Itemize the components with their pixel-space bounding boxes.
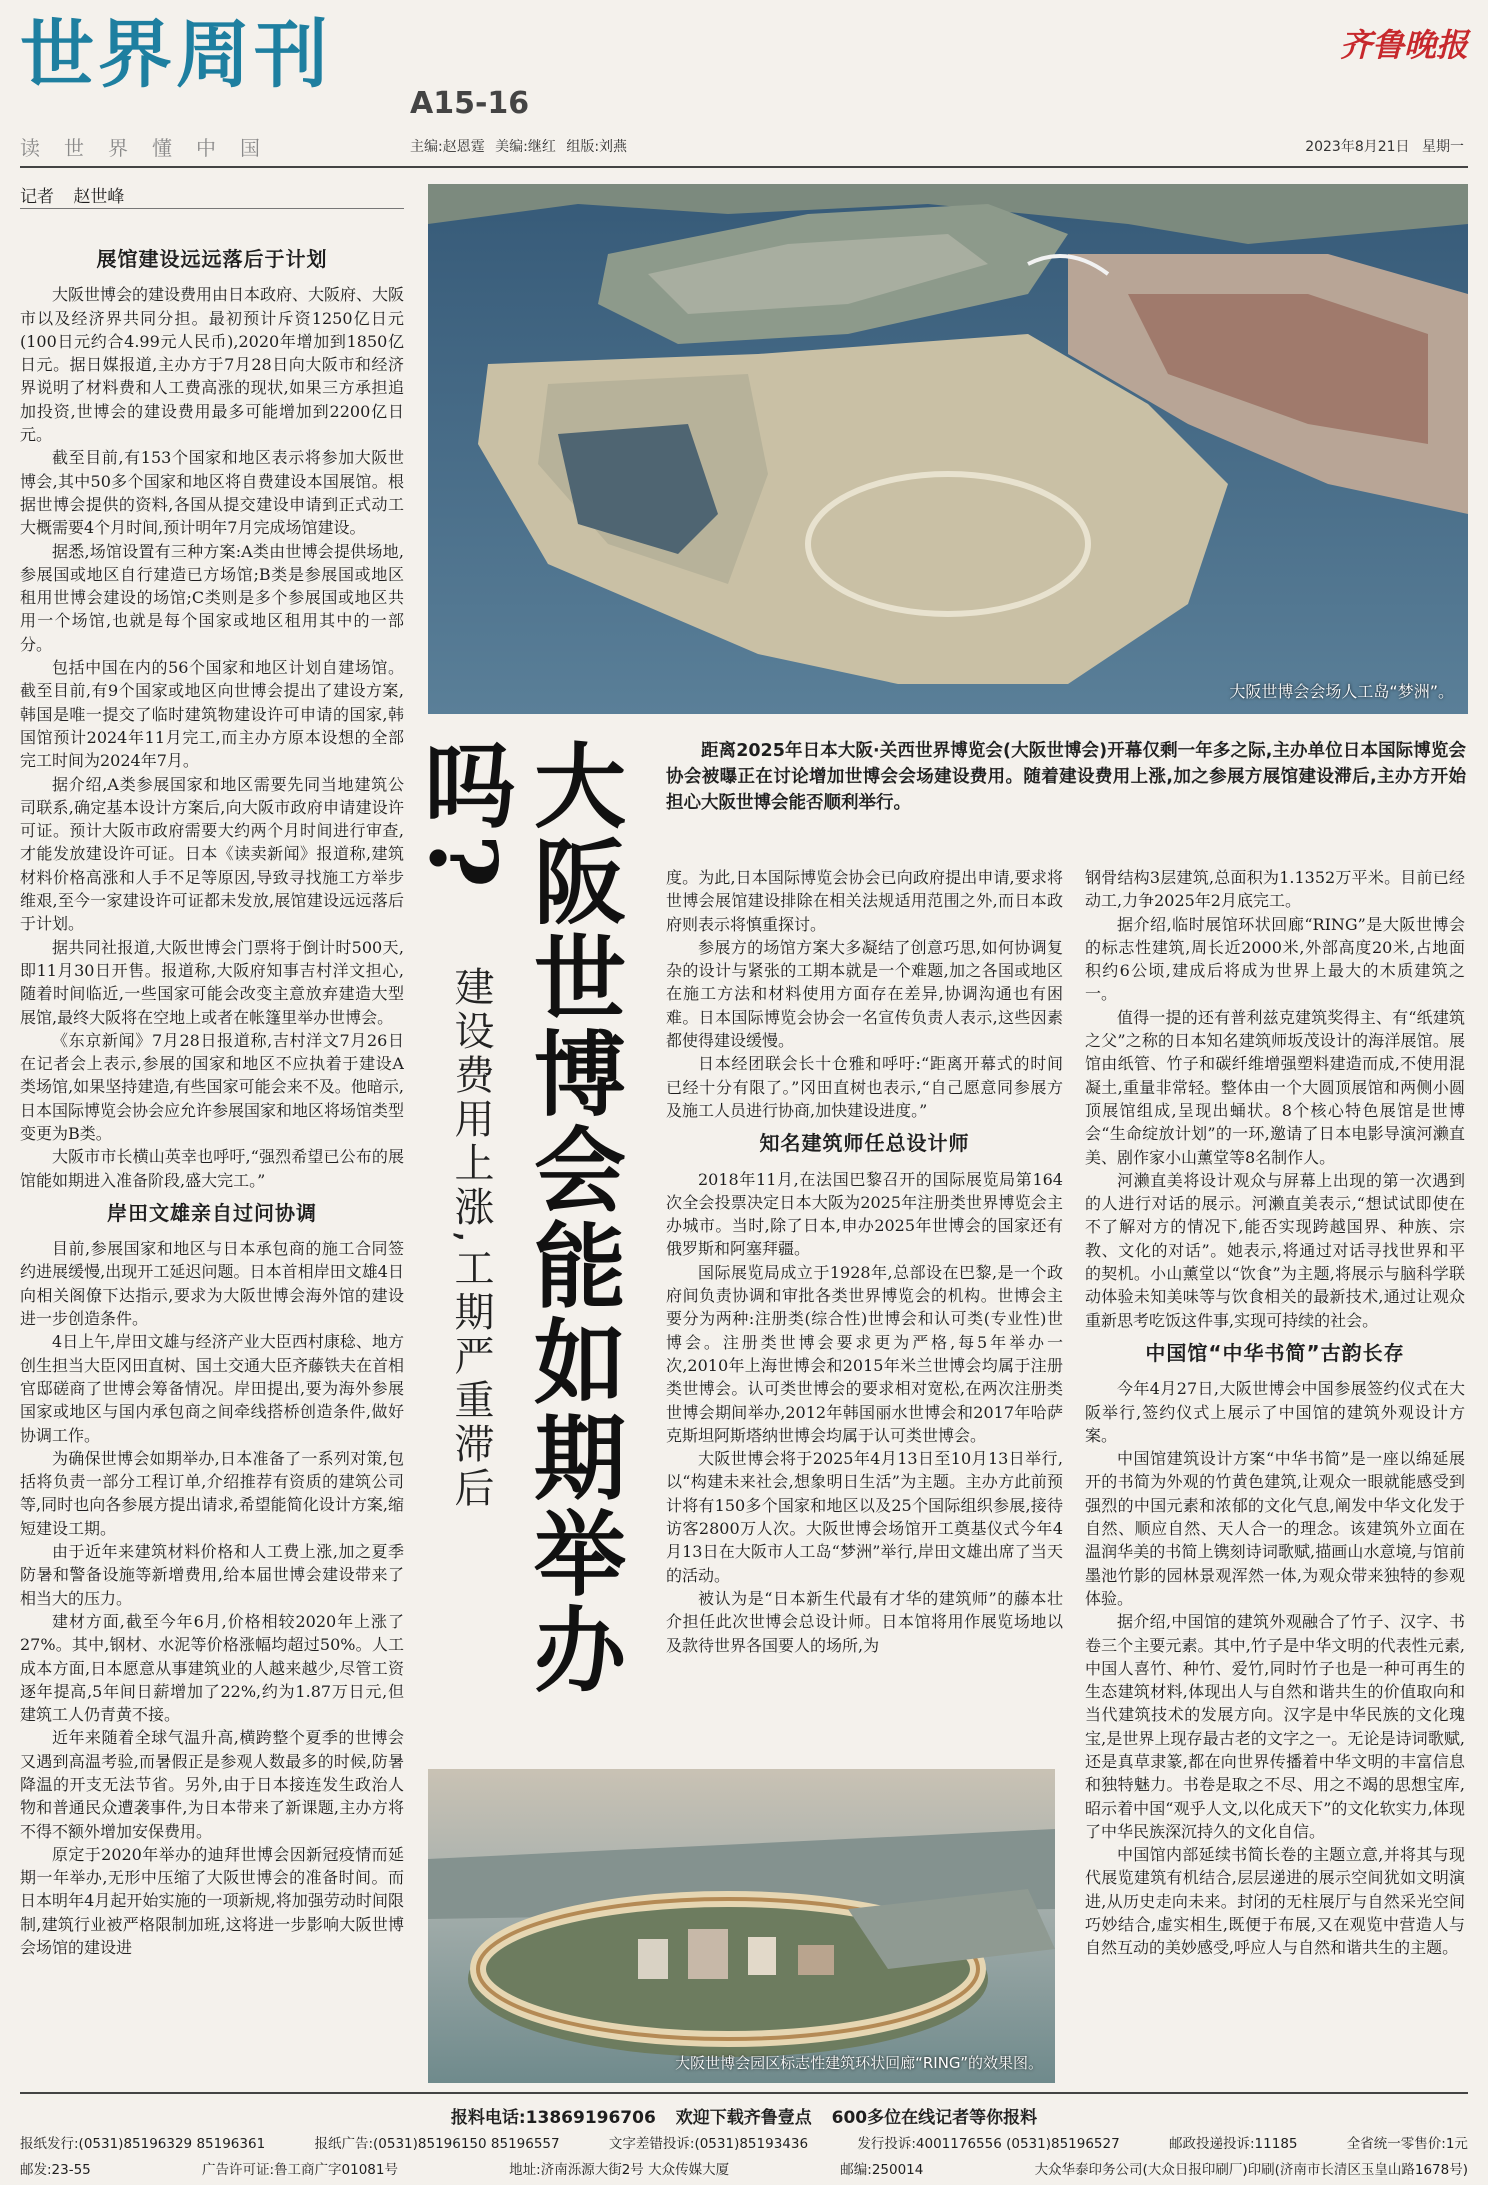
paragraph: 值得一提的还有普利兹克建筑奖得主、有“纸建筑之父”之称的日本知名建筑师坂茂设计的海洋展馆。展馆由纸管、竹子和碳纤维增强塑料建造而成,不使用混凝土,重量非常轻。整体由一个大圆顶展馆和两侧小圆顶展馆组成,呈现出蛹状。8个核心特色展馆是世博会“生命绽放计划”的一环,邀请了日本电影导演河濑直美、剧作家小山薰堂等8名制作人。: [1085, 1007, 1465, 1167]
main-headline: 大阪世博会能如期举办吗?: [409, 738, 627, 1698]
paragraph: 据介绍,A类参展国家和地区需要先同当地建筑公司联系,确定基本设计方案后,向大阪市政府申请建设许可证。预计大阪市政府需要大约两个月时间进行审查,才能发放建设许可证。日本《读卖新闻》报道称,建筑材料价格高涨和人手不足等原因,导致寻找施工方举步维艰,至今一家建设许可证都未发放,展馆建设远远落后于计划。: [20, 774, 404, 934]
article-column-right: [1085, 866, 1465, 2086]
newspaper-logo: 齐鲁晚报: [1339, 26, 1468, 64]
paragraph: 中国馆建筑设计方案“中华书简”是一座以绵延展开的书简为外观的竹黄色建筑,让观众一眼就能感受到强烈的中国元素和浓郁的文化气息,阐发中华文化发于自然、顺应自然、天人合一的理念。该建筑外立面在温润华美的书简上镌刻诗词歌赋,描画山水意境,与馆前墨池竹影的园林景观浑然一体,为观众带来独特的参观体验。: [1085, 1449, 1465, 1608]
paragraph: 日本经团联会长十仓雅和呼吁:“距离开幕式的时间已经十分有限了。”冈田直树也表示,“自己愿意同参展方及施工人员进行协商,加快建设进度。”: [666, 1054, 1063, 1120]
article-column-middle: [666, 866, 1063, 1766]
paragraph: 据共同社报道,大阪世博会门票将于倒计时500天,即11月30日开售。报道称,大阪府知事吉村洋文担心,随着时间临近,一些国家可能会改变主意放弃建造大型展馆,最终大阪将在空地上或者在帐篷里举办世博会。: [20, 937, 404, 1027]
footer-item: 全省统一零售价:1元: [1346, 2136, 1468, 2152]
paragraph: 钢骨结构3层建筑,总面积为1.1352万平米。目前已经动工,力争2025年2月底完工。: [1085, 868, 1465, 911]
photo-caption: 大阪世博会园区标志性建筑环状回廊“RING”的效果图。: [675, 2054, 1043, 2072]
paragraph: 国际展览局成立于1928年,总部设在巴黎,是一个政府间负责协调和审批各类世界博览会的机构。世博会主要分为两种:注册类(综合性)世博会和认可类(专业性)世博会。注册类世博会要求更为严格,每5年举办一次,2010年上海世博会和2015年米兰世博会均属于注册类世博会。认可类世博会的要求相对宽松,在两次注册类世博会期间举办,2012年韩国丽水世博会和2017年哈萨克斯坦阿斯塔纳世博会均属于认可类世博会。: [666, 1262, 1063, 1445]
footer-item: 地址:济南泺源大街2号 大众传媒大厦: [509, 2162, 730, 2178]
page-number: A15-16: [410, 86, 530, 121]
section-slogan: 读世界懂中国: [20, 136, 284, 160]
footer-item: 文字差错投诉:(0531)85193436: [608, 2136, 809, 2152]
paragraph: 由于近年来建筑材料价格和人工费上涨,加之夏季防暑和警备设施等新增费用,给本届世博会建设带来了相当大的压力。: [20, 1542, 404, 1608]
news-tip-hotline: 报料电话:13869196706 欢迎下载齐鲁壹点 600多位在线记者等你报料: [450, 2108, 1038, 2128]
article-column-left: [20, 248, 404, 2088]
paragraph: 包括中国在内的56个国家和地区计划自建场馆。截至目前,有9个国家或地区向世博会提出了建设方案,韩国是唯一提交了临时建筑物建设许可申请的国家,韩国馆预计2024年11月完工,而主办方原本设想的全部完工时间为2024年7月。: [20, 658, 404, 771]
paragraph: 大阪世博会将于2025年4月13日至10月13日举行,以“构建未来社会,想象明日生活”为主题。主办方此前预计将有150多个国家和地区以及25个国际组织参展,接待访客2800万人次。大阪世博会场馆开工奠基仪式今年4月13日在大阪市人工岛“梦洲”举行,岸田文雄出席了当天的活动。: [666, 1449, 1063, 1585]
footer-item: 邮编:250014: [840, 2162, 924, 2178]
section-heading: 展馆建设远远落后于计划: [96, 248, 328, 271]
section-title: 世界周刊: [20, 12, 332, 98]
byline-divider: [20, 208, 404, 209]
footer-contacts: [20, 2132, 1468, 2152]
sub-headline: 建设费用上涨,工期严重滞后: [448, 966, 494, 1511]
paragraph: 《东京新闻》7月28日报道称,吉村洋文7月26日在记者会上表示,参展的国家和地区不应执着于建设A类场馆,如果坚持建造,有些国家可能会来不及。他暗示,日本国际博览会协会应允许参展国家和地区将场馆类型变更为B类。: [20, 1030, 404, 1143]
issue-date: 2023年8月21日 星期一: [1305, 139, 1464, 155]
section-heading: 知名建筑师任总设计师: [759, 1131, 970, 1156]
footer-divider: [20, 2092, 1468, 2094]
paragraph: 4日上午,岸田文雄与经济产业大臣西村康稔、地方创生担当大臣冈田直树、国土交通大臣齐藤铁夫在首相官邸磋商了世博会筹备情况。岸田提出,要为海外参展国家或地区与国内承包商之间牵线搭桥创造条件,做好协调工作。: [20, 1332, 404, 1445]
reporter-byline: 记者 赵世峰: [20, 187, 125, 207]
footer-publication-info: [20, 2158, 1468, 2178]
section-heading: 中国馆“中华书简”古韵长存: [1145, 1340, 1405, 1365]
aerial-photo: [428, 184, 1468, 714]
paragraph: 大阪世博会的建设费用由日本政府、大阪府、大阪市以及经济界共同分担。最初预计斥资1250亿日元(100日元约合4.99元人民币),2020年增加到1850亿日元。据日媒报道,主办方于7月28日向大阪市和经济界说明了材料费和人工费高涨的现状,如果三方承担追加投资,世博会的建设费用最多可能增加到2200亿日元。: [20, 285, 404, 445]
paragraph: 今年4月27日,大阪世博会中国参展签约仪式在大阪举行,签约仪式上展示了中国馆的建筑外观设计方案。: [1085, 1379, 1465, 1445]
paragraph: 河濑直美将设计观众与屏幕上出现的第一次遇到的人进行对话的展示。河濑直美表示,“想试试即使在不了解对方的情况下,能否实现跨越国界、种族、宗教、文化的对话”。她表示,将通过对话寻找世界和平的契机。小山薰堂以“饮食”为主题,将展示与脑科学联动体验未知美味等与饮食相关的最新技术,通过让观众重新思考吃饭这件事,实现可持续的社会。: [1085, 1170, 1465, 1330]
footer-item: 广告许可证:鲁工商广字01081号: [201, 2162, 398, 2178]
ring-rendering-photo: [428, 1769, 1055, 2083]
paragraph: 近年来随着全球气温升高,横跨整个夏季的世博会又遇到高温考验,而暑假正是参观人数最多的时候,防暑降温的开支无法节省。另外,由于日本接连发生政治人物和普通民众遭袭事件,为日本带来了新课题,主办方将不得不额外增加安保费用。: [20, 1728, 404, 1841]
footer-item: 报纸广告:(0531)85196150 85196557: [314, 2136, 560, 2152]
paragraph: 目前,参展国家和地区与日本承包商的施工合同签约进展缓慢,出现开工延迟问题。日本首相岸田文雄4日向相关阁僚下达指示,要求为大阪世博会海外馆的建设进一步创造条件。: [20, 1239, 404, 1329]
paragraph: 度。为此,日本国际博览会协会已向政府提出申请,要求将世博会展馆建设排除在相关法规适用范围之外,而日本政府则表示将慎重探讨。: [666, 868, 1063, 934]
section-heading: 岸田文雄亲自过问协调: [107, 1200, 317, 1225]
paragraph: 被认为是“日本新生代最有才华的建筑师”的藤本壮介担任此次世博会总设计师。日本馆将用作展览场地以及款待世界各国要人的场所,为: [666, 1588, 1063, 1655]
paragraph: 据悉,场馆设置有三种方案:A类由世博会提供场地,参展国或地区自行建造已方场馆;B类是参展国或地区租用世博会建设的场馆;C类则是多个参展国或地区共用一个场馆,也就是每个国家或地区租用其中的一部分。: [20, 541, 404, 654]
paragraph: 据介绍,临时展馆环状回廊“RING”是大阪世博会的标志性建筑,周长近2000米,外部高度20米,占地面积约6公顷,建成后将成为世界上最大的木质建筑之一。: [1085, 914, 1465, 1004]
paragraph: 大阪市市长横山英幸也呼吁,“强烈希望已公布的展馆能如期进入准备阶段,盛大完工。”: [20, 1147, 404, 1190]
footer-item: 邮发:23-55: [20, 2162, 91, 2178]
editor-credits: 主编:赵恩霆 美编:继红 组版:刘燕: [410, 139, 628, 155]
footer-item: 邮政投递投诉:11185: [1169, 2136, 1298, 2152]
footer-item: 发行投诉:4001176556 (0531)85196527: [857, 2136, 1120, 2152]
ring-rendering-image: [428, 1769, 1055, 2083]
paragraph: 建材方面,截至今年6月,价格相较2020年上涨了27%。其中,钢材、水泥等价格涨幅均超过50%。人工成本方面,日本愿意从事建筑业的人越来越少,尽管工资逐年提高,5年间日薪增加了22%,约为1.87万日元,但建筑工人仍青黄不接。: [20, 1611, 404, 1725]
article-lede: 距离2025年日本大阪·关西世界博览会(大阪世博会)开幕仅剩一年多之际,主办单位日本国际博览会协会被曝正在讨论增加世博会会场建设费用。随着建设费用上涨,加之参展方展馆建设滞后,主办方开始担心大阪世博会能否顺利举行。: [666, 741, 1466, 813]
masthead-divider: [20, 166, 1468, 168]
paragraph: 中国馆内部延续书简长卷的主题立意,并将其与现代展览建筑有机结合,层层递进的展示空间犹如文明演进,从历史走向未来。封闭的无柱展厅与自然采光空间巧妙结合,虚实相生,既便于布展,又在观览中营造人与自然互动的美妙感受,呼应人与自然和谐共生的主题。: [1085, 1845, 1465, 1958]
aerial-island-image: [428, 184, 1468, 714]
paragraph: 参展方的场馆方案大多凝结了创意巧思,如何协调复杂的设计与紧张的工期本就是一个难题,加之各国或地区在施工方法和材料使用方面存在差异,协调沟通也有困难。日本国际博览会协会一名宣传负责人表示,这些因素都使得建设缓慢。: [666, 937, 1063, 1051]
footer-item: 大众华泰印务公司(大众日报印刷厂)印刷(济南市长清区玉皇山路1678号): [1034, 2162, 1468, 2178]
photo-caption: 大阪世博会会场人工岛“梦洲”。: [1229, 682, 1454, 701]
paragraph: 2018年11月,在法国巴黎召开的国际展览局第164次全会投票决定日本大阪为2025年注册类世界博览会主办城市。当时,除了日本,申办2025年世博会的国家还有俄罗斯和阿塞拜疆。: [666, 1169, 1063, 1259]
paragraph: 为确保世博会如期举办,日本准备了一系列对策,包括将负责一部分工程订单,介绍推荐有资质的建筑公司等,同时也向各参展方提出请求,希望能简化设计方案,缩短建设工期。: [20, 1448, 404, 1538]
paragraph: 截至目前,有153个国家和地区表示将参加大阪世博会,其中50多个国家和地区将自费建设本国展馆。根据世博会提供的资料,各国从提交建设申请到正式动工大概需要4个月时间,预计明年7月完成场馆建设。: [20, 448, 404, 538]
footer-item: 报纸发行:(0531)85196329 85196361: [20, 2136, 266, 2152]
paragraph: 原定于2020年举办的迪拜世博会因新冠疫情而延期一年举办,无形中压缩了大阪世博会的准备时间。而日本明年4月起开始实施的一项新规,将加强劳动时间限制,建筑行业被严格限制加班,这将进一步影响大阪世博会场馆的建设进: [20, 1844, 404, 1958]
paragraph: 据介绍,中国馆的建筑外观融合了竹子、汉字、书卷三个主要元素。其中,竹子是中华文明的代表性元素,中国人喜竹、种竹、爱竹,同时竹子也是一种可再生的生态建筑材料,体现出人与自然和谐共生的价值取向和当代建筑技术的发展方向。汉字是中华民族的文化瑰宝,是世界上现存最古老的文字之一。无论是诗词歌赋,还是真草隶篆,都在向世界传播着中华文明的丰富信息和独特魅力。书卷是取之不尽、用之不竭的思想宝库,昭示着中国“观乎人文,以化成天下”的文化软实力,体现了中华民族深沉持久的文化自信。: [1085, 1612, 1465, 1841]
